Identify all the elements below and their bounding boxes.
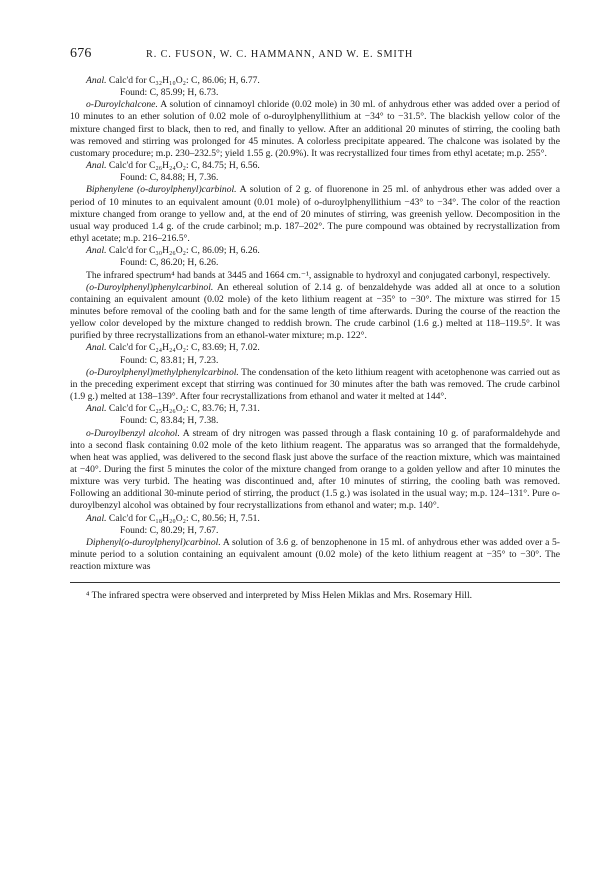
found-line	[70, 415, 560, 427]
paragraph-text: A solution of 3.6 g. of benzophenone in 15 ml. of anhydrous ether was added over a 5-minute period to a solution containing an equivalent amount (0.02 mole) of the keto lithium reagent at −35° to −30°. The reaction mixture was	[70, 536, 560, 573]
body-text	[70, 75, 560, 573]
paragraph-text: Found: C, 84.88; H, 7.36.	[120, 172, 219, 184]
paragraph-text: An ethereal solution of 2.14 g. of benzaldehyde was added all at once to a solution containing an equivalent amount (0.02 mole) of the keto lithium reagent at −35° to −30°. The mixture was stirred for 15 minutes before removal of the cooling bath and for the same length of time afterwards. During the course of the reaction the yellow color developed by the mixture changed to reddish brown. The crude carbinol (1.6 g.) melted at 118–119.5°. It was purified by three recrystallizations from an ethanol-water mixture; m.p. 122°.	[70, 281, 560, 342]
found-line	[70, 355, 560, 367]
paragraph-label: Anal.	[86, 160, 107, 172]
paragraph-label: Biphenylene (o-duroylphenyl)carbinol.	[86, 184, 237, 196]
paragraph-text: Calc'd for C₂₄H₂₄O₂: C, 83.69; H, 7.02.	[106, 342, 260, 354]
paragraph-label: Anal.	[86, 75, 107, 86]
paragraph-label: Diphenyl(o-duroylphenyl)carbinol.	[86, 536, 221, 548]
paragraph-text: A stream of dry nitrogen was passed through a flask containing 10 g. of paraformaldehyde and into a second flask containing 0.02 mole of the keto lithium reagent. The apparatus was so arranged that the formaldehyde, when heat was applied, was delivered to the second flask just above the surface of the reaction mixture, which was maintained at −40°. During the first 5 minutes the color of the mixture changed from orange to a golden yellow and after 10 minutes the mixture was very turbid. The heating was discontinued and, after 10 minutes of stirring, the cooling bath was removed. Following an additional 30-minute period of stirring, the product (1.5 g.) was isolated in the usual way; m.p. 124–131°. Pure o-duroylbenzyl alcohol was obtained by four recrystallizations from ethanol and water; m.p. 140°.	[70, 427, 560, 512]
paragraph-text: The condensation of the keto lithium reagent with acetophenone was carried out as in the preceding experiment except that stirring was continued for 30 minutes after the bath was removed. The crude carbinol (1.9 g.) melted at 138–139°. After four recrystallizations from ethanol and water it melted at 144°.	[70, 366, 560, 403]
paragraph	[70, 367, 560, 403]
paragraph-text: Found: C, 85.99; H, 6.73.	[120, 87, 219, 99]
paragraph-label: (o-Duroylphenyl)methylphenylcarbinol.	[86, 366, 239, 378]
paragraph-label: Anal.	[86, 403, 107, 415]
paragraph-text: Found: C, 83.81; H, 7.23.	[120, 354, 219, 366]
paragraph-text: The infrared spectrum⁴ had bands at 3445 and 1664 cm.⁻¹, assignable to hydroxyl and conjugated carbonyl, respectively.	[86, 269, 551, 281]
paragraph-text: Found: C, 86.20; H, 6.26.	[120, 257, 219, 269]
paragraph-text: Found: C, 80.29; H, 7.67.	[120, 524, 219, 536]
paragraph	[70, 184, 560, 245]
found-line	[70, 87, 560, 99]
paragraph	[70, 270, 560, 282]
analysis-line	[70, 513, 560, 525]
paragraph-label: (o-Duroylphenyl)phenylcarbinol.	[86, 281, 214, 293]
analysis-line	[70, 403, 560, 415]
paragraph-text: A solution of 2 g. of fluorenone in 25 ml. of anhydrous ether was added over a period of 10 minutes to an equivalent amount (0.01 mole) of o-duroylphenyllithium −43° to −34°. The color of the reaction mixture changed from orange to yellow and, at the end of 20 minutes of stirring, was greenish yellow. Decomposition in the usual way produced 1.4 g. of the crude carbinol; m.p. 187–202°. The pure compound was obtained by recrystallization from ethyl acetate; m.p. 216–216.5°.	[70, 184, 560, 245]
paragraph-text: Calc'd for C₃₀H₂₆O₂: C, 86.09; H, 6.26.	[106, 245, 260, 257]
paragraph	[70, 537, 560, 573]
paragraph	[70, 99, 560, 160]
paragraph-text: Found: C, 83.84; H, 7.38.	[120, 415, 219, 427]
paragraph	[70, 282, 560, 343]
found-line	[70, 172, 560, 184]
page-number: 676	[70, 46, 92, 61]
paragraph-text: Calc'd for C₃₂H₁₀O₂: C, 86.06; H, 6.77.	[106, 75, 260, 86]
paragraph-text: Calc'd for C₂₆H₂₄O₂: C, 84.75; H, 6.56.	[106, 160, 260, 172]
paragraph-text: Calc'd for C₂₅H₂₆O₂: C, 83.76; H, 7.31.	[106, 403, 260, 415]
paragraph-label: Anal.	[86, 512, 107, 524]
paragraph	[70, 428, 560, 513]
page-header	[70, 46, 560, 66]
page	[70, 46, 560, 612]
paragraph-label: Anal.	[86, 342, 107, 354]
paragraph-label: o-Duroylbenzyl alcohol.	[86, 427, 180, 439]
found-line	[70, 257, 560, 269]
analysis-line	[70, 160, 560, 172]
found-line	[70, 525, 560, 537]
paragraph-label: o-Duroylchalcone.	[86, 99, 158, 111]
paragraph-text: Calc'd for C₁₈H₂₀O₂: C, 80.56; H, 7.51.	[106, 512, 260, 524]
analysis-line	[70, 342, 560, 354]
footnote: ⁴ The infrared spectra were observed and interpreted by Miss Helen Miklas and Mrs. Rosemary Hill.	[86, 590, 473, 602]
paragraph-label: Anal.	[86, 245, 107, 257]
analysis-line	[70, 75, 560, 87]
running-head: R. C. FUSON, W. C. HAMMANN, AND W. E. SMITH	[146, 49, 414, 60]
paragraph-text: A solution of cinnamoyl chloride (0.02 mole) in 30 ml. of anhydrous ether was added over a period of 10 minutes to an ether solution of 0.02 mole of o-duroylphenyllithium at −34° to −31.5°. The blackish yellow color of the mixture changed first to black, then to red, and finally to yellow. After an additional 20 minutes of stirring, the cooling bath was removed and stirring was prolonged for 45 minutes. A colorless precipitate appeared. The chalcone was isolated by the customary procedure; m.p. 230–232.5°; yield 1.55 g. (20.9%). It was recrystallized four times from ethyl acetate; m.p. 255°.	[70, 99, 560, 159]
footnote-divider	[70, 582, 560, 583]
analysis-line	[70, 245, 560, 257]
